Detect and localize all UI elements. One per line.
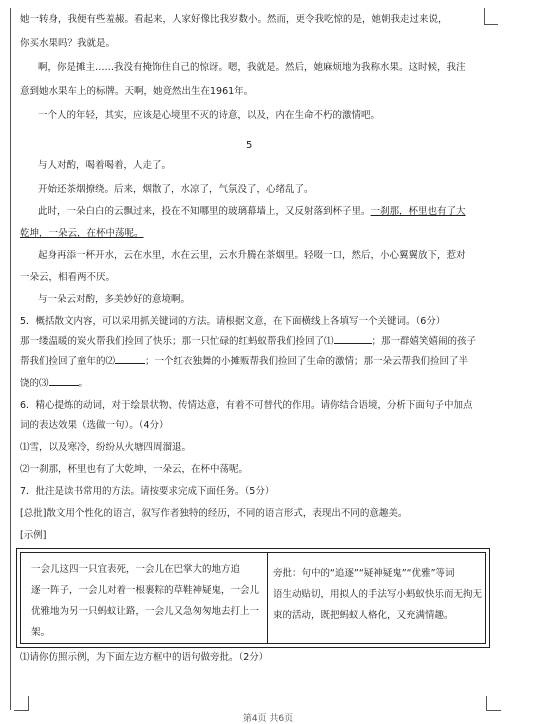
passage-line: 一朵云，相看两不厌。 <box>20 272 116 283</box>
question-5-stem: 5．概括散文内容，可以采用抓关键词的方法。请根据文意，在下面横线上各填写一个关键词。（6分） <box>20 316 446 327</box>
passage-line: 开始还茶烟撩绕。后来，烟散了，水凉了，气氛没了，心绪乱了。 <box>38 184 314 195</box>
example-table <box>16 548 490 648</box>
passage-line: 一个人的年轻，其实，应该是心境里不灭的诗意，以及，内在生命不朽的激情吧。 <box>38 110 381 121</box>
q5-text: ；那一群嬉笑嬉闹的孩子 <box>371 336 477 347</box>
answer-blank-3[interactable] <box>49 385 79 386</box>
passage-line: 起身再添一杯开水，云在水里，水在云里，云水升腾在茶烟里。轻啜一口，然后，小心翼翼放下，惹对 <box>38 250 466 261</box>
example-left-cell <box>31 559 259 643</box>
crop-mark-bottom-right <box>486 696 501 711</box>
passage-line: 意到她水果车上的标牌。天啊，她竟然出生在1961年。 <box>20 86 254 97</box>
q5-text: ；一个红衣独舞的小摊贩帮我们捡回了生命的激情；那一朵云帮我们捡回了半 <box>145 356 469 367</box>
q5-text: 饶的⑶ <box>20 378 49 389</box>
passage-line: 她一转身，我便有些羞赧。看起来，人家好像比我岁数小。然而，更令我吃惊的是，她朝我走过来说， <box>20 14 448 25</box>
crop-mark-top-right-h <box>484 24 498 25</box>
passage-text: 此时，一朵白白的云飘过来，投在不知哪里的玻璃幕墙上，又反射落到杯子里。 <box>38 206 371 217</box>
example-left-line: 架。 <box>31 627 51 638</box>
example-right-line: 语生动贴切，用拟人的手法写小蚂蚁快乐而无拘无 <box>273 589 483 600</box>
underlined-sentence <box>20 228 144 240</box>
passage-line: 与一朵云对酌，多美妙好的意境啊。 <box>38 294 191 305</box>
answer-blank-1[interactable] <box>334 343 372 344</box>
q5-text: 。 <box>78 378 89 389</box>
left-margin-rule <box>10 8 11 710</box>
example-left-line: 优雅地为另一只蚂蚁让路，一会儿又急匆匆地去打上一 <box>31 606 260 617</box>
example-left-line: 逐一阵子，一会儿对着一根裹粽的草鞋神疑鬼，一会儿 <box>31 585 260 596</box>
crop-mark-bottom-left <box>14 696 29 711</box>
question-6-sentence-1: ⑴雪，以及寒冷，纷纷从火塘四周溜退。 <box>20 442 192 453</box>
passage-line: 与人对酌，喝着喝着，人走了。 <box>38 160 172 171</box>
q5-text: 帮我们捡回了童年的⑵ <box>20 356 116 367</box>
crop-mark-top-right <box>484 8 499 24</box>
question-6-stem: 6．精心提炼的动词，对于绘景状物、传情达意，有着不可替代的作用。请你结合语境，分析下面句子中加点 <box>20 400 473 411</box>
answer-blank-2[interactable] <box>115 363 145 364</box>
question-5-line <box>20 336 476 348</box>
general-comment: [总批]散文用个性化的语言，叙写作者独特的经历，不同的语言形式，表现出不同的意趣美。 <box>20 508 408 519</box>
question-7-stem: 7．批注是读书常用的方法。请按要求完成下面任务。（5分） <box>20 486 275 497</box>
table-divider <box>267 553 268 643</box>
example-table-inner <box>20 552 486 644</box>
passage-line <box>38 206 466 218</box>
example-right-line: 旁批：句中的“追逐”“疑神疑鬼”“优雅”等词 <box>273 568 455 579</box>
underlined-sentence: 一刹那，杯里也有了大 <box>370 206 466 217</box>
example-label: [示例] <box>20 530 47 541</box>
question-6-sentence-2: ⑵一刹那，杯里也有了大乾坤，一朵云，在杯中荡呢。 <box>20 464 249 475</box>
question-5-line <box>20 356 468 368</box>
underlined-text: 乾坤，一朵云，在杯中荡呢。 <box>20 228 144 239</box>
example-right-line: 束的活动，既把蚂蚁人格化，又充满情趣。 <box>273 610 454 621</box>
question-5-line <box>20 378 88 390</box>
example-left-line: 一会儿这四一只宜表死，一会儿在巴掌大的地方追 <box>31 564 241 575</box>
passage-line: 啊，你是摊主……我没有掩饰住自己的惊讶。嗯，我就是。然后，她麻烦地为我称水果。这时候，我注 <box>38 62 466 73</box>
q5-text: 那一缕温暖的炭火帮我们捡回了快乐；那一只忙碌的红蚂蚁帮我们捡回了⑴ <box>20 336 334 347</box>
section-number: 5 <box>246 140 253 151</box>
question-6-stem-cont: 词的表达效果（选做一句）。（4分） <box>20 420 169 431</box>
example-right-cell <box>273 563 482 626</box>
page-footer: 第4页 共6页 <box>242 714 294 724</box>
passage-line: 你买水果吗？我就是。 <box>20 38 116 49</box>
question-7-subquestion: ⑴请你仿照示例，为下面左边方框中的语句做旁批。（2分） <box>20 652 269 663</box>
